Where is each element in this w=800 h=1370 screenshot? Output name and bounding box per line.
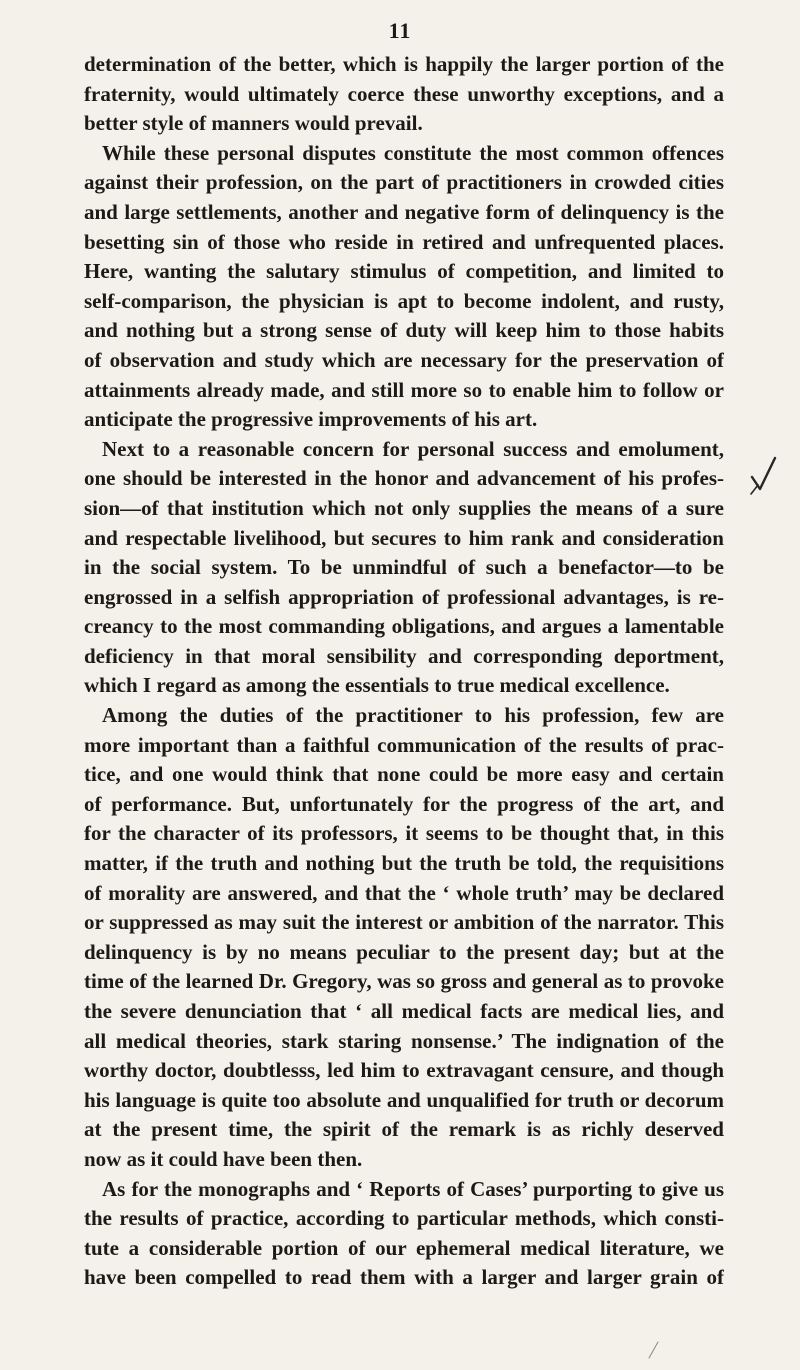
text-line: self-comparison, the physician is apt to become indolent, and rusty, xyxy=(84,288,724,313)
text-line: engrossed in a selfish appropriation of professional advantages, is re- xyxy=(84,584,724,609)
text-line: besetting sin of those who reside in retired and unfrequented places. xyxy=(84,229,724,254)
page-number: 11 xyxy=(388,18,412,43)
text-line: better style of manners would prevail. xyxy=(84,111,423,136)
text-line: against their profession, on the part of practitioners in crowded cities xyxy=(84,170,724,195)
text-line: at the present time, the spirit of the remark is as richly deserved xyxy=(84,1117,724,1142)
text-line: fraternity, would ultimately coerce these unworthy exceptions, and a xyxy=(84,81,724,106)
text-line: attainments already made, and still more so to enable him to follow or xyxy=(84,377,724,402)
text-line: have been compelled to read them with a larger and larger grain of xyxy=(84,1265,724,1290)
margin-pencil-mark xyxy=(646,1340,660,1360)
text-line: the severe denunciation that ‘ all medical facts are medical lies, and xyxy=(84,999,724,1023)
text-line: Next to a reasonable concern for personal success and emolument, xyxy=(102,436,724,461)
text-line: one should be interested in the honor and advancement of his profes- xyxy=(84,466,724,491)
text-line: creancy to the most commanding obligations, and argues a lamentable xyxy=(84,614,724,639)
body-text xyxy=(84,50,724,1293)
text-line: Among the duties of the practitioner to his profession, few are xyxy=(102,703,724,728)
text-line: delinquency is by no means peculiar to the present day; but at the xyxy=(84,939,724,964)
text-line: of morality are answered, and that the ‘ whole truth’ may be declared xyxy=(84,880,724,905)
text-line: the results of practice, according to particular methods, which consti- xyxy=(84,1206,724,1231)
text-line: more important than a faithful communication of the results of prac- xyxy=(84,732,724,757)
text-line: in the social system. To be unmindful of such a benefactor—to be xyxy=(84,555,724,580)
text-line: and respectable livelihood, but secures to him rank and consideration xyxy=(84,525,724,550)
text-line: time of the learned Dr. Gregory, was so gross and general as to provoke xyxy=(84,969,724,994)
text-line: worthy doctor, doubtlesss, led him to extravagant censure, and though xyxy=(84,1058,724,1083)
text-line: While these personal disputes constitute the most common offences xyxy=(102,140,724,165)
text-line: now as it could have been then. xyxy=(84,1146,363,1171)
text-line: deficiency in that moral sensibility and corresponding deportment, xyxy=(84,643,724,668)
margin-check-mark xyxy=(748,455,778,495)
text-line: all medical theories, stark staring nonsense.’ The indignation of the xyxy=(84,1028,724,1053)
text-line: matter, if the truth and nothing but the truth be told, the requisitions xyxy=(84,851,724,876)
text-line: sion—of that institution which not only supplies the means of a sure xyxy=(84,495,724,520)
text-line: for the character of its professors, it seems to be thought that, in this xyxy=(84,821,724,846)
text-line: of observation and study which are necessary for the preservation of xyxy=(84,347,724,372)
text-line: tute a considerable portion of our ephemeral medical literature, we xyxy=(84,1235,724,1260)
text-line: anticipate the progressive improvements of his art. xyxy=(84,407,538,432)
text-line: which I regard as among the essentials to true medical excellence. xyxy=(84,673,670,698)
text-line: or suppressed as may suit the interest or ambition of the narrator. This xyxy=(84,910,724,935)
text-line: Here, wanting the salutary stimulus of competition, and limited to xyxy=(84,259,724,284)
text-line: tice, and one would think that none could be more easy and certain xyxy=(84,762,724,787)
text-line: determination of the better, which is happily the larger portion of the xyxy=(84,52,724,76)
text-line: his language is quite too absolute and unqualified for truth or decorum xyxy=(84,1087,724,1112)
text-line: and nothing but a strong sense of duty will keep him to those habits xyxy=(84,318,724,343)
text-line: and large settlements, another and negative form of delinquency is the xyxy=(84,199,724,224)
text-line: of performance. But, unfortunately for the progress of the art, and xyxy=(84,791,724,816)
text-line: As for the monographs and ‘ Reports of Cases’ purporting to give us xyxy=(102,1176,724,1201)
